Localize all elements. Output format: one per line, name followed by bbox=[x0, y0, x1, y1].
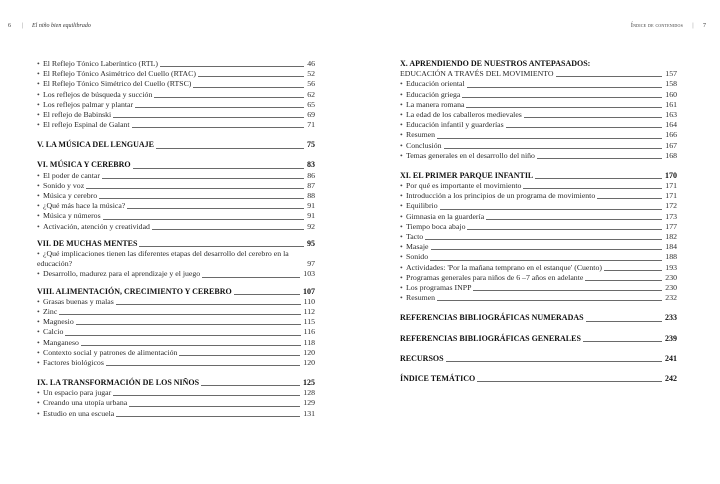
toc-entry-title: REFERENCIAS BIBLIOGRÁFICAS NUMERADAS bbox=[400, 313, 584, 323]
leader-line bbox=[486, 219, 662, 220]
toc-page-number: 131 bbox=[303, 408, 315, 418]
leader-line bbox=[462, 97, 662, 98]
leader-line bbox=[133, 168, 304, 169]
leader-line bbox=[524, 117, 662, 118]
toc-entry-title: • Contexto social y patrones de alimentación bbox=[37, 348, 179, 358]
leader-line bbox=[201, 385, 300, 386]
toc-spacer bbox=[400, 364, 677, 374]
toc-section-entry[interactable] bbox=[400, 141, 677, 151]
toc-entry-title: • Masaje bbox=[400, 242, 431, 252]
toc-spacer bbox=[37, 232, 315, 239]
toc-page-number: 91 bbox=[307, 211, 315, 221]
toc-chapter-entry[interactable] bbox=[400, 354, 677, 364]
toc-page-number: 163 bbox=[665, 109, 677, 119]
leader-line bbox=[65, 335, 300, 336]
toc-entry-title: • Actividades: 'Por la mañana temprano en el estanque' (Cuento) bbox=[400, 263, 604, 273]
toc-entry-title: • Los programas INPP bbox=[400, 283, 473, 293]
leader-line bbox=[604, 270, 662, 271]
leader-line bbox=[586, 321, 662, 322]
leader-line bbox=[437, 300, 662, 301]
toc-section-entry[interactable] bbox=[400, 283, 677, 293]
toc-section-entry[interactable] bbox=[37, 388, 315, 398]
leader-line bbox=[473, 290, 662, 291]
toc-entry-title: • Calcio bbox=[37, 327, 65, 337]
toc-page-number: 193 bbox=[665, 262, 677, 272]
toc-section-entry[interactable] bbox=[400, 130, 677, 140]
toc-entry-title: • Programas generales para niños de 6 –7 años en adelante bbox=[400, 273, 585, 283]
toc-page-number: 230 bbox=[665, 282, 677, 292]
toc-page-number: 91 bbox=[307, 201, 315, 211]
leader-line bbox=[466, 107, 662, 108]
toc-entry-title: • Los reflejos de búsqueda y succión bbox=[37, 90, 154, 100]
toc-section-entry[interactable] bbox=[37, 90, 315, 100]
toc-section-entry[interactable] bbox=[37, 100, 315, 110]
toc-entry-title: • Gimnasia en la guardería bbox=[400, 212, 486, 222]
toc-section-entry[interactable] bbox=[400, 232, 677, 242]
toc-entry-title: • Temas generales en el desarrollo del niño bbox=[400, 151, 537, 161]
toc-page-number: 128 bbox=[303, 388, 315, 398]
toc-section-entry[interactable] bbox=[400, 242, 677, 252]
toc-page-number: 170 bbox=[665, 170, 677, 180]
toc-page-number: 166 bbox=[665, 130, 677, 140]
toc-page-number: 232 bbox=[665, 293, 677, 303]
toc-page-number: 239 bbox=[665, 333, 677, 343]
toc-section-entry[interactable] bbox=[37, 398, 315, 408]
leader-line bbox=[425, 239, 662, 240]
leader-line bbox=[116, 304, 301, 305]
toc-page-number: 171 bbox=[665, 181, 677, 191]
toc-section-entry[interactable] bbox=[400, 263, 677, 273]
toc-page-number: 115 bbox=[303, 317, 315, 327]
toc-page-number: 164 bbox=[665, 120, 677, 130]
toc-section-entry[interactable] bbox=[37, 307, 315, 317]
leader-line bbox=[116, 416, 300, 417]
toc-chapter-entry[interactable] bbox=[37, 161, 315, 171]
toc-section-entry[interactable] bbox=[37, 181, 315, 191]
toc-entry-title: • Activación, atención y creatividad bbox=[37, 222, 152, 232]
toc-spacer bbox=[37, 368, 315, 378]
toc-section-entry[interactable] bbox=[400, 222, 677, 232]
toc-chapter-entry[interactable] bbox=[37, 140, 315, 150]
toc-chapter-heading: X. APRENDIENDO DE NUESTROS ANTEPASADOS: bbox=[400, 59, 591, 68]
toc-entry-title: • Sonido bbox=[400, 252, 430, 262]
leader-line bbox=[156, 148, 304, 149]
leader-line bbox=[444, 148, 663, 149]
leader-line bbox=[597, 198, 662, 199]
toc-entry-title: • La manera romana bbox=[400, 100, 466, 110]
leader-line bbox=[59, 314, 300, 315]
toc-entry-title: • El Reflejo Tónico Laberíntico (RTL) bbox=[37, 59, 160, 69]
toc-section-entry[interactable] bbox=[37, 222, 315, 232]
toc-section-entry[interactable] bbox=[37, 69, 315, 79]
toc-page-number: 87 bbox=[307, 180, 315, 190]
toc-entry-title: • Educación griega bbox=[400, 90, 462, 100]
toc-entry-title: • Magnesio bbox=[37, 317, 76, 327]
toc-section-entry[interactable] bbox=[37, 79, 315, 89]
toc-entry-title: • Manganeso bbox=[37, 338, 81, 348]
leader-line bbox=[154, 97, 304, 98]
toc-page-number: 62 bbox=[307, 89, 315, 99]
toc-section-entry[interactable] bbox=[37, 297, 315, 307]
leader-line bbox=[179, 355, 300, 356]
toc-chapter-entry[interactable] bbox=[400, 334, 677, 344]
toc-spacer bbox=[37, 130, 315, 140]
leader-line bbox=[202, 277, 300, 278]
toc-chapter-entry[interactable] bbox=[400, 313, 677, 323]
toc-page-number: 167 bbox=[665, 140, 677, 150]
toc-entry-title: ÍNDICE TEMÁTICO bbox=[400, 373, 476, 383]
toc-page-number: 184 bbox=[665, 242, 677, 252]
toc-entry-title: • Música y números bbox=[37, 211, 103, 221]
toc-entry-title: IX. LA TRANSFORMACIÓN DE LOS NIÑOS bbox=[37, 378, 200, 388]
toc-spacer bbox=[400, 344, 677, 354]
toc-spacer bbox=[400, 303, 677, 313]
toc-entry-title: • El poder de cantar bbox=[37, 171, 102, 181]
toc-page-number: 120 bbox=[303, 347, 315, 357]
toc-entry-title: XI. EL PRIMER PARQUE INFANTIL bbox=[400, 170, 534, 180]
toc-page-number: 161 bbox=[665, 99, 677, 109]
leader-line bbox=[437, 138, 662, 139]
leader-line bbox=[535, 178, 662, 179]
toc-entry[interactable] bbox=[400, 69, 677, 79]
toc-entry-title: V. LA MÚSICA DEL LENGUAJE bbox=[37, 140, 154, 150]
leader-line bbox=[477, 381, 662, 382]
toc-chapter-entry[interactable] bbox=[400, 171, 677, 181]
toc-entry-title: • Estudio en una escuela bbox=[37, 409, 116, 419]
toc-section-entry[interactable] bbox=[37, 409, 315, 419]
toc-page-number: 97 bbox=[307, 259, 315, 269]
toc-section-entry[interactable] bbox=[400, 212, 677, 222]
header-divider: | bbox=[22, 23, 24, 29]
toc-page-number: 171 bbox=[665, 191, 677, 201]
toc-page-number: 112 bbox=[303, 306, 315, 316]
toc-entry-title: VII. DE MUCHAS MENTES bbox=[37, 238, 138, 248]
leader-line bbox=[106, 365, 300, 366]
toc-page-number: 157 bbox=[665, 69, 677, 79]
leader-line bbox=[132, 127, 305, 128]
toc-entry-title: RECURSOS bbox=[400, 353, 444, 363]
right-running-title: Índice de contenidos bbox=[630, 23, 683, 29]
toc-page-number: 242 bbox=[665, 373, 677, 383]
toc-spacer bbox=[400, 161, 677, 171]
toc-section-entry[interactable] bbox=[37, 327, 315, 337]
toc-page-number: 173 bbox=[665, 211, 677, 221]
toc-entry-title: VIII. ALIMENTACIÓN, CRECIMIENTO Y CEREBRO bbox=[37, 286, 232, 296]
toc-page-number: 107 bbox=[303, 286, 315, 296]
toc-page-number: 46 bbox=[307, 58, 315, 68]
toc-spacer bbox=[400, 324, 677, 334]
leader-line bbox=[102, 178, 304, 179]
toc-page-number: 86 bbox=[307, 170, 315, 180]
toc-page-number: 88 bbox=[307, 191, 315, 201]
toc-entry-title: • Educación infantil y guarderías bbox=[400, 120, 506, 130]
leader-line bbox=[127, 208, 304, 209]
toc-entry-title: • ¿Qué más hace la música? bbox=[37, 201, 127, 211]
leader-line bbox=[113, 395, 300, 396]
toc-section-entry[interactable] bbox=[400, 100, 677, 110]
right-running-header bbox=[631, 23, 706, 29]
toc-entry-title: • Música y cerebro bbox=[37, 191, 99, 201]
leader-line bbox=[113, 117, 304, 118]
toc-page-number: 160 bbox=[665, 89, 677, 99]
toc-section-entry[interactable] bbox=[400, 110, 677, 120]
toc-page-number: 95 bbox=[307, 238, 315, 248]
leader-line bbox=[523, 188, 662, 189]
right-toc bbox=[400, 59, 677, 384]
toc-entry-title: • Un espacio para jugar bbox=[37, 388, 113, 398]
right-page-number: 7 bbox=[703, 23, 706, 29]
toc-section-entry[interactable] bbox=[37, 191, 315, 201]
toc-entry-title: EDUCACIÓN A TRAVÉS DEL MOVIMIENTO bbox=[400, 69, 554, 79]
toc-entry-title: • Creando una utopía urbana bbox=[37, 398, 129, 408]
toc-page-number: 158 bbox=[665, 79, 677, 89]
toc-entry-title: • Tacto bbox=[400, 232, 425, 242]
leader-line bbox=[129, 406, 300, 407]
toc-page-number: 92 bbox=[307, 221, 315, 231]
toc-section-entry[interactable] bbox=[37, 338, 315, 348]
toc-entry-title: • Resumen bbox=[400, 130, 437, 140]
toc-entry-title: • El Reflejo Tónico Simétrico del Cuello (RTSC) bbox=[37, 79, 193, 89]
toc-entry-title: • Introducción a los principios de un programa de movimiento bbox=[400, 191, 597, 201]
toc-entry-title: • La edad de los caballeros medievales bbox=[400, 110, 524, 120]
toc-chapter-entry[interactable] bbox=[37, 378, 315, 388]
leader-line bbox=[234, 294, 300, 295]
toc-section-entry[interactable] bbox=[400, 79, 677, 89]
leader-line bbox=[446, 361, 662, 362]
toc-page-number: 75 bbox=[307, 140, 315, 150]
toc-entry-title: • Tiempo boca abajo bbox=[400, 222, 467, 232]
toc-entry-title: • Resumen bbox=[400, 293, 437, 303]
toc-section-entry[interactable] bbox=[37, 171, 315, 181]
toc-page-number: 110 bbox=[303, 296, 315, 306]
toc-page-number: 188 bbox=[665, 252, 677, 262]
toc-page-number: 52 bbox=[307, 69, 315, 79]
leader-line bbox=[506, 127, 663, 128]
toc-chapter-entry[interactable] bbox=[37, 239, 315, 249]
leader-line bbox=[135, 107, 304, 108]
toc-page-number: 120 bbox=[303, 357, 315, 367]
leader-line bbox=[81, 345, 301, 346]
toc-page-number: 233 bbox=[665, 313, 677, 323]
left-toc bbox=[37, 59, 315, 419]
toc-page-number: 241 bbox=[665, 353, 677, 363]
toc-entry-title: • Factores biológicos bbox=[37, 358, 106, 368]
leader-line bbox=[430, 260, 662, 261]
leader-line bbox=[86, 188, 304, 189]
toc-entry-title: • El reflejo Espinal de Galant bbox=[37, 120, 132, 130]
toc-section-entry[interactable] bbox=[37, 317, 315, 327]
toc-section-entry[interactable] bbox=[37, 211, 315, 221]
leader-line bbox=[139, 246, 304, 247]
toc-page-number: 230 bbox=[665, 272, 677, 282]
toc-page-number: 103 bbox=[303, 269, 315, 279]
leader-line bbox=[193, 87, 304, 88]
toc-spacer bbox=[37, 151, 315, 161]
leader-line bbox=[583, 341, 662, 342]
toc-section-entry[interactable] bbox=[37, 120, 315, 130]
toc-entry-title: REFERENCIAS BIBLIOGRÁFICAS GENERALES bbox=[400, 333, 581, 343]
toc-section-entry[interactable] bbox=[37, 348, 315, 358]
toc-entry-title: • Por qué es importante el movimiento bbox=[400, 181, 523, 191]
toc-page-number: 83 bbox=[307, 160, 315, 170]
toc-section-entry[interactable] bbox=[400, 120, 677, 130]
leader-line bbox=[440, 209, 663, 210]
toc-section-entry[interactable] bbox=[400, 293, 677, 303]
leader-line bbox=[76, 324, 301, 325]
toc-entry-title: • El Reflejo Tónico Asimétrico del Cuello (RTAC) bbox=[37, 69, 198, 79]
toc-page-number: 177 bbox=[665, 221, 677, 231]
toc-section-entry[interactable] bbox=[400, 151, 677, 161]
toc-entry-title: • Desarrollo, madurez para el aprendizaje y el juego bbox=[37, 269, 202, 279]
toc-section-entry[interactable] bbox=[400, 90, 677, 100]
toc-entry-title: • Educación oriental bbox=[400, 79, 467, 89]
toc-page-number: 69 bbox=[307, 109, 315, 119]
toc-section-entry[interactable] bbox=[400, 191, 677, 201]
leader-line bbox=[556, 76, 663, 77]
toc-section-entry[interactable] bbox=[37, 358, 315, 368]
left-page-number: 6 bbox=[8, 23, 11, 29]
toc-section-entry[interactable] bbox=[37, 110, 315, 120]
toc-page-number: 125 bbox=[303, 378, 315, 388]
toc-section-entry[interactable] bbox=[37, 59, 315, 69]
leader-line bbox=[467, 87, 663, 88]
toc-page-number: 172 bbox=[665, 201, 677, 211]
toc-section-entry[interactable] bbox=[37, 249, 315, 269]
toc-entry-title: • Equilibrio bbox=[400, 201, 440, 211]
toc-page-number: 56 bbox=[307, 79, 315, 89]
toc-entry-title: • Conclusión bbox=[400, 141, 444, 151]
toc-chapter-entry[interactable] bbox=[400, 374, 677, 384]
toc-section-entry[interactable] bbox=[400, 252, 677, 262]
toc-entry-title: VI. MÚSICA Y CEREBRO bbox=[37, 160, 131, 170]
leader-line bbox=[160, 66, 304, 67]
toc-page-number: 71 bbox=[307, 120, 315, 130]
toc-section-entry[interactable] bbox=[37, 201, 315, 211]
toc-section-entry[interactable] bbox=[400, 273, 677, 283]
leader-line bbox=[537, 158, 662, 159]
toc-entry-title: • Grasas buenas y malas bbox=[37, 297, 116, 307]
toc-section-entry[interactable] bbox=[37, 269, 315, 279]
toc-spacer bbox=[37, 280, 315, 287]
toc-entry-title: • ¿Qué implicaciones tienen las diferentes etapas del desarrollo del cerebro en la educación? bbox=[37, 249, 304, 269]
leader-line bbox=[431, 249, 663, 250]
toc-page-number: 116 bbox=[303, 327, 315, 337]
left-running-header bbox=[8, 23, 91, 29]
toc-entry-title: • El reflejo de Babinski bbox=[37, 110, 113, 120]
toc-section-entry[interactable] bbox=[400, 201, 677, 211]
toc-section-entry[interactable] bbox=[400, 181, 677, 191]
header-divider: | bbox=[692, 23, 694, 29]
leader-line bbox=[152, 229, 304, 230]
left-running-title: El niño bien equilibrado bbox=[32, 23, 91, 29]
toc-page-number: 168 bbox=[665, 150, 677, 160]
toc-chapter-entry[interactable] bbox=[37, 287, 315, 297]
leader-line bbox=[103, 219, 305, 220]
leader-line bbox=[99, 198, 304, 199]
toc-entry-title: • Los reflejos palmar y plantar bbox=[37, 100, 135, 110]
toc-page-number: 65 bbox=[307, 99, 315, 109]
right-page bbox=[360, 0, 720, 484]
toc-entry-title: • Zinc bbox=[37, 307, 59, 317]
toc-page-number: 182 bbox=[665, 232, 677, 241]
toc-page-number: 129 bbox=[303, 398, 315, 408]
toc-entry-title: • Sonido y voz bbox=[37, 181, 86, 191]
leader-line bbox=[198, 76, 304, 77]
leader-line bbox=[585, 280, 662, 281]
leader-line bbox=[467, 229, 662, 230]
toc-page-number: 118 bbox=[303, 337, 315, 347]
